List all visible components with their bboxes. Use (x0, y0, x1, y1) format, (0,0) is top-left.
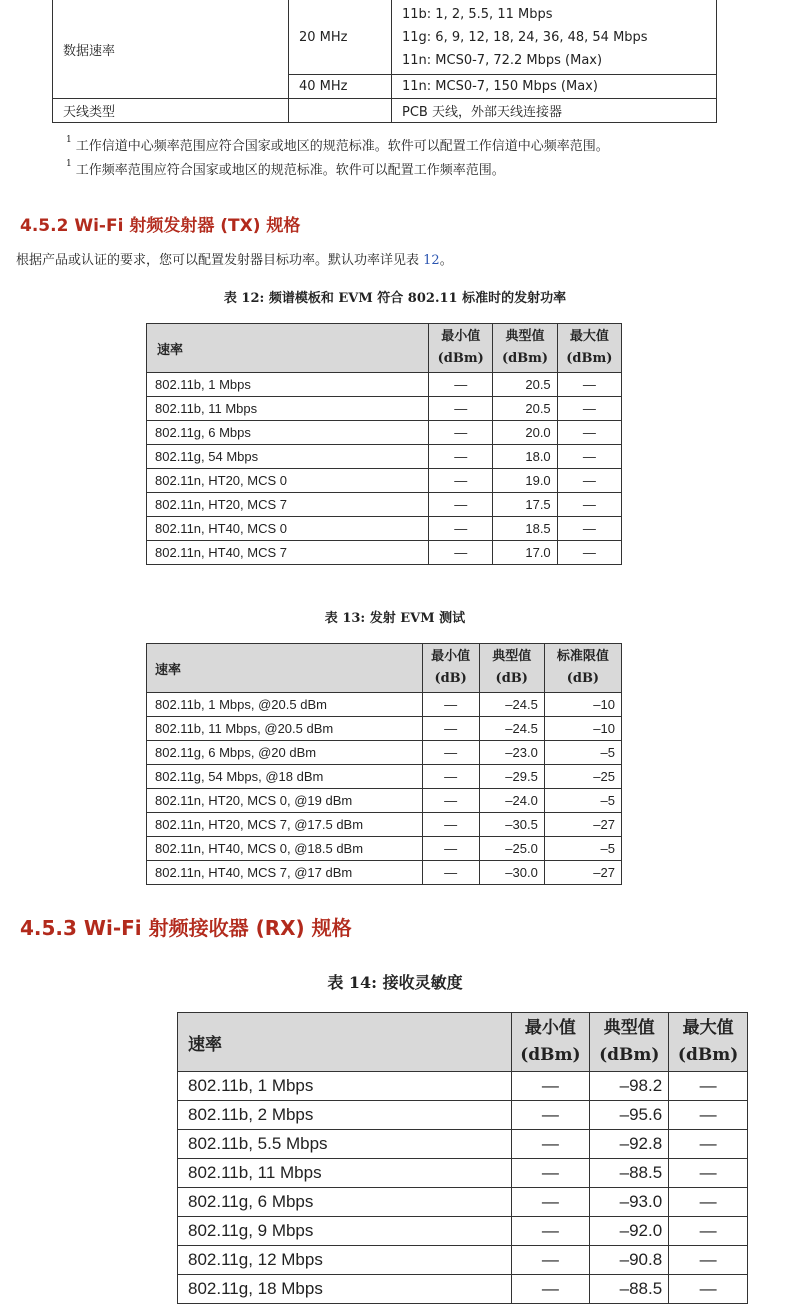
table-14-caption: 表 14: 接收灵敏度 (327, 973, 463, 992)
data-rate-row (53, 0, 717, 75)
cell-min: — (422, 765, 479, 789)
cell-max: — (557, 421, 621, 445)
table-row (147, 517, 622, 541)
bandwidth-20mhz: 20 MHz (289, 0, 392, 75)
header-min: 最小值 (dB) (422, 644, 479, 693)
cell-min: — (511, 1246, 590, 1275)
cell-typ: –25.0 (479, 837, 544, 861)
footnote-mark: 1 (66, 158, 72, 169)
footnote-text: 工作频率范围应符合国家或地区的规范标准。软件可以配置工作频率范围。 (75, 163, 505, 178)
data-rate-label: 数据速率 (53, 0, 289, 99)
table-row (178, 1246, 748, 1275)
radio-spec-table (52, 0, 717, 123)
cell-min: — (511, 1130, 590, 1159)
table-12-link[interactable]: 12 (423, 253, 440, 268)
footnote-2 (66, 159, 505, 178)
table-13 (146, 643, 622, 885)
cell-rate: 802.11g, 6 Mbps, @20 dBm (147, 741, 423, 765)
table-row (147, 373, 622, 397)
antenna-empty (289, 99, 392, 123)
cell-typ: –29.5 (479, 765, 544, 789)
cell-max: — (557, 469, 621, 493)
table-row (147, 789, 622, 813)
footnote-mark: 1 (66, 134, 72, 145)
cell-min: — (429, 541, 493, 565)
table-row (147, 541, 622, 565)
header-min: 最小值 (dBm) (511, 1013, 590, 1072)
table-header-row (147, 324, 622, 373)
cell-typ: –92.8 (590, 1130, 669, 1159)
table-row (147, 741, 622, 765)
cell-min: — (511, 1217, 590, 1246)
cell-typ: 19.0 (493, 469, 557, 493)
table-row (147, 765, 622, 789)
table-12 (146, 323, 622, 565)
cell-rate: 802.11g, 54 Mbps (147, 445, 429, 469)
cell-min: — (511, 1275, 590, 1304)
cell-max: –27 (544, 813, 621, 837)
rate-line-11g: 11g: 6, 9, 12, 18, 24, 36, 48, 54 Mbps (402, 29, 648, 45)
intro-end: 。 (439, 253, 453, 268)
cell-rate: 802.11b, 11 Mbps, @20.5 dBm (147, 717, 423, 741)
cell-rate: 802.11n, HT20, MCS 0 (147, 469, 429, 493)
footnote-text: 工作信道中心频率范围应符合国家或地区的规范标准。软件可以配置工作信道中心频率范围。 (75, 139, 609, 154)
table-row (147, 837, 622, 861)
cell-typ: –30.0 (479, 861, 544, 885)
cell-max: — (669, 1159, 748, 1188)
cell-max: — (669, 1072, 748, 1101)
cell-rate: 802.11b, 11 Mbps (147, 397, 429, 421)
cell-typ: –92.0 (590, 1217, 669, 1246)
cell-min: — (429, 373, 493, 397)
cell-max: –10 (544, 717, 621, 741)
cell-rate: 802.11b, 1 Mbps (178, 1072, 512, 1101)
cell-min: — (429, 493, 493, 517)
cell-rate: 802.11b, 2 Mbps (178, 1101, 512, 1130)
cell-typ: 20.5 (493, 397, 557, 421)
cell-typ: 17.5 (493, 493, 557, 517)
cell-min: — (422, 717, 479, 741)
header-max: 最大值 (dBm) (557, 324, 621, 373)
cell-min: — (511, 1188, 590, 1217)
cell-max: –25 (544, 765, 621, 789)
cell-min: — (422, 861, 479, 885)
intro-text: 根据产品或认证的要求，您可以配置发射器目标功率。默认功率详见表 (16, 253, 424, 268)
cell-typ: 17.0 (493, 541, 557, 565)
cell-rate: 802.11n, HT40, MCS 7 (147, 541, 429, 565)
cell-typ: –30.5 (479, 813, 544, 837)
cell-typ: –88.5 (590, 1275, 669, 1304)
table-row (178, 1275, 748, 1304)
cell-max: –5 (544, 741, 621, 765)
cell-rate: 802.11g, 12 Mbps (178, 1246, 512, 1275)
cell-max: –10 (544, 693, 621, 717)
table-row (178, 1217, 748, 1246)
cell-min: — (422, 693, 479, 717)
cell-min: — (511, 1101, 590, 1130)
table-row (147, 397, 622, 421)
header-typ: 典型值 (dBm) (590, 1013, 669, 1072)
cell-rate: 802.11n, HT40, MCS 0 (147, 517, 429, 541)
table-row (178, 1072, 748, 1101)
rate-line-11b: 11b: 1, 2, 5.5, 11 Mbps (402, 6, 553, 22)
cell-min: — (429, 397, 493, 421)
cell-rate: 802.11g, 6 Mbps (178, 1188, 512, 1217)
header-rate: 速率 (147, 644, 423, 693)
cell-max: — (669, 1101, 748, 1130)
cell-max: — (557, 397, 621, 421)
cell-typ: –90.8 (590, 1246, 669, 1275)
cell-min: — (422, 813, 479, 837)
table-header-row (178, 1013, 748, 1072)
header-max: 最大值 (dBm) (669, 1013, 748, 1072)
header-typ: 典型值 (dBm) (493, 324, 557, 373)
table-13-caption: 表 13: 发射 EVM 测试 (324, 611, 466, 626)
table-row (147, 445, 622, 469)
rates-20mhz (392, 0, 717, 75)
antenna-label: 天线类型 (53, 99, 289, 123)
table-12-caption: 表 12: 频谱模板和 EVM 符合 802.11 标准时的发射功率 (223, 291, 567, 306)
cell-typ: –24.5 (479, 693, 544, 717)
rate-line-11n: 11n: MCS0-7, 72.2 Mbps (Max) (402, 52, 603, 68)
cell-min: — (429, 517, 493, 541)
table-row (147, 861, 622, 885)
cell-typ: –98.2 (590, 1072, 669, 1101)
cell-rate: 802.11g, 54 Mbps, @18 dBm (147, 765, 423, 789)
cell-min: — (429, 469, 493, 493)
cell-typ: 20.5 (493, 373, 557, 397)
cell-min: — (511, 1072, 590, 1101)
cell-rate: 802.11n, HT40, MCS 7, @17 dBm (147, 861, 423, 885)
cell-max: — (557, 541, 621, 565)
cell-rate: 802.11n, HT20, MCS 7 (147, 493, 429, 517)
cell-max: — (557, 493, 621, 517)
table-row (147, 469, 622, 493)
cell-typ: –23.0 (479, 741, 544, 765)
cell-min: — (429, 421, 493, 445)
cell-max: — (557, 373, 621, 397)
cell-max: — (557, 445, 621, 469)
intro-paragraph (16, 249, 453, 268)
cell-max: — (669, 1217, 748, 1246)
table-row (147, 717, 622, 741)
cell-min: — (422, 837, 479, 861)
cell-rate: 802.11b, 1 Mbps (147, 373, 429, 397)
cell-min: — (429, 445, 493, 469)
cell-max: –5 (544, 837, 621, 861)
cell-min: — (422, 789, 479, 813)
cell-rate: 802.11n, HT40, MCS 0, @18.5 dBm (147, 837, 423, 861)
header-rate: 速率 (147, 324, 429, 373)
cell-rate: 802.11n, HT20, MCS 7, @17.5 dBm (147, 813, 423, 837)
cell-min: — (422, 741, 479, 765)
cell-typ: –24.0 (479, 789, 544, 813)
cell-typ: –95.6 (590, 1101, 669, 1130)
rates-40mhz: 11n: MCS0-7, 150 Mbps (Max) (392, 75, 717, 99)
table-row (147, 421, 622, 445)
cell-min: — (511, 1159, 590, 1188)
table-row (178, 1159, 748, 1188)
cell-typ: –93.0 (590, 1188, 669, 1217)
table-header-row (147, 644, 622, 693)
cell-max: — (669, 1275, 748, 1304)
table-14 (177, 1012, 748, 1304)
cell-max: — (669, 1246, 748, 1275)
cell-typ: 18.0 (493, 445, 557, 469)
header-limit: 标准限值 (dB) (544, 644, 621, 693)
cell-rate: 802.11b, 11 Mbps (178, 1159, 512, 1188)
table-row (147, 693, 622, 717)
cell-typ: –24.5 (479, 717, 544, 741)
cell-max: –27 (544, 861, 621, 885)
cell-rate: 802.11n, HT20, MCS 0, @19 dBm (147, 789, 423, 813)
section-heading-452: 4.5.2 Wi-Fi 射频发射器 (TX) 规格 (20, 216, 301, 236)
cell-rate: 802.11g, 6 Mbps (147, 421, 429, 445)
cell-typ: 18.5 (493, 517, 557, 541)
header-typ: 典型值 (dB) (479, 644, 544, 693)
antenna-value: PCB 天线，外部天线连接器 (392, 99, 717, 123)
header-rate: 速率 (178, 1013, 512, 1072)
antenna-row (53, 99, 717, 123)
bandwidth-40mhz: 40 MHz (289, 75, 392, 99)
cell-typ: –88.5 (590, 1159, 669, 1188)
cell-rate: 802.11b, 1 Mbps, @20.5 dBm (147, 693, 423, 717)
cell-max: — (669, 1188, 748, 1217)
table-row (178, 1101, 748, 1130)
cell-max: — (557, 517, 621, 541)
cell-max: — (669, 1130, 748, 1159)
cell-typ: 20.0 (493, 421, 557, 445)
cell-max: –5 (544, 789, 621, 813)
cell-rate: 802.11b, 5.5 Mbps (178, 1130, 512, 1159)
header-min: 最小值 (dBm) (429, 324, 493, 373)
table-row (178, 1188, 748, 1217)
table-row (178, 1130, 748, 1159)
cell-rate: 802.11g, 9 Mbps (178, 1217, 512, 1246)
cell-rate: 802.11g, 18 Mbps (178, 1275, 512, 1304)
section-heading-453: 4.5.3 Wi-Fi 射频接收器 (RX) 规格 (20, 916, 352, 940)
table-row (147, 493, 622, 517)
table-row (147, 813, 622, 837)
footnote-1 (66, 135, 609, 154)
